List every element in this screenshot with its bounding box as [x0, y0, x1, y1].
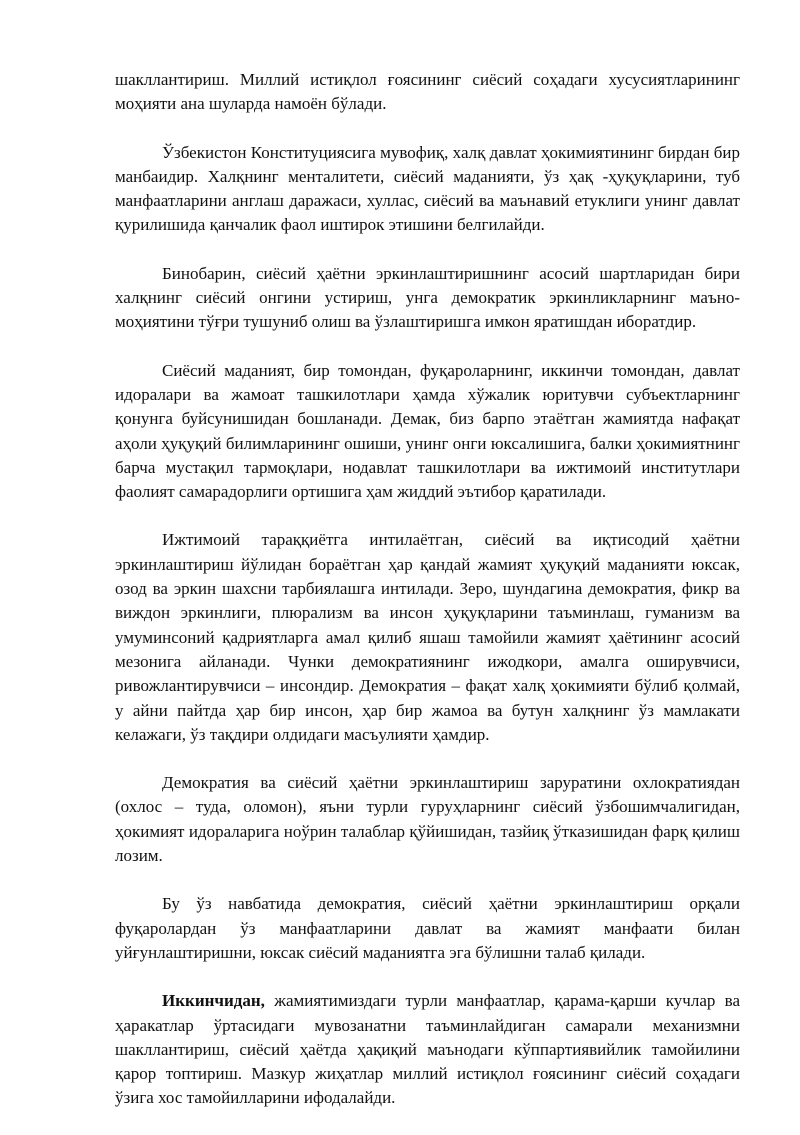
- paragraph-6: Демократия ва сиёсий ҳаётни эркинлаштириш заруратини охлократиядан (охлос – туда, оломон), яъни турли гуруҳларнинг сиёсий ўзбошимчалигидан, ҳокимият идораларига ноўрин талаблар қўйишидан, тазйиқ ўтказишидан фарқ қилиш лозим.: [115, 773, 740, 866]
- paragraph-3: Бинобарин, сиёсий ҳаётни эркинлаштиришнинг асосий шартларидан бири халқнинг сиёсий онгини устириш, унга демократик эркинликларнинг маъно-моҳиятини тўғри тушуниб олиш ва ўзлаштиришга имкон яратишдан иборатдир.: [115, 263, 740, 332]
- paragraph-lead-word: Иккинчидан,: [162, 991, 265, 1011]
- paragraph-2: Ўзбекистон Конституциясига мувофиқ, халқ давлат ҳокимиятининг бирдан бир манбаидир. Халқнинг менталитети, сиёсий маданияти, ўз ҳақ -ҳуқуқларини, туб манфаатларини англаш даражаси, хуллас, сиёсий ва маънавий етуклиги унинг давлат қурилишида қанчалик фаол иштирок этишини белгилайди.: [115, 142, 740, 235]
- paragraph-8-text: жамиятимиздаги турли манфаатлар, қарама-қарши кучлар ва ҳаракатлар ўртасидаги мувозанатни таъминлайдиган самарали механизмни шакллантириш, сиёсий ҳаётда ҳақиқий маънодаги кўппартиявийлик тамойилини қарор топтириш. Мазкур жиҳатлар миллий истиқлол ғоясининг сиёсий соҳадаги ўзига хос тамойилларини ифодалайди.: [115, 991, 740, 1108]
- paragraph-5: Ижтимоий тараққиётга интилаётган, сиёсий ва иқтисодий ҳаётни эркинлаштириш йўлидан бораётган ҳар қандай жамият ҳуқуқий маданияти юксак, озод ва эркин шахсни тарбиялашга интилади. Зеро, шундагина демократия, фикр ва виждон эркинлиги, плюрализм ва инсон ҳуқуқларини таъминлаш, гуманизм ва умуминсоний қадриятларга амал қилиб яшаш тамойили жамият ҳаётининг асосий мезонига айланади. Чунки демократиянинг ижодкори, амалга оширувчиси, ривожлантирувчиси – инсондир. Демократия – фақат халқ ҳокимияти бўлиб қолмай, у айни пайтда ҳар бир инсон, ҳар бир жамоа ва бутун халқнинг ўз мамлакати келажаги, ўз тақдири олдидаги масъулияти ҳамдир.: [115, 530, 740, 744]
- paragraph-4: Сиёсий маданият, бир томондан, фуқароларнинг, иккинчи томондан, давлат идоралари ва жамоат ташкилотлари ҳамда хўжалик юритувчи субъектларнинг қонунга буйсунишидан бошланади. Демак, биз барпо этаётган жамиятда нафақат аҳоли ҳуқуқий билимларининг ошиши, унинг онги юксалишига, балки ҳокимиятнинг барча мустақил тармоқлари, нодавлат ташкилотлари ва ижтимоий институтлари фаолият самарадорлиги ортишига ҳам жиддий эътибор қаратилади.: [115, 360, 740, 502]
- paragraph-7: Бу ўз навбатида демократия, сиёсий ҳаётни эркинлаштириш орқали фуқаролардан ўз манфаатларини давлат ва жамият манфаати билан уйғунлаштиришни, юксак сиёсий маданиятга эга бўлишни талаб қилади.: [115, 894, 740, 962]
- paragraph-8: [115, 989, 740, 1110]
- paragraph-1: шакллантириш. Миллий истиқлол ғоясининг сиёсий соҳадаги хусусиятларининг моҳияти ана шуларда намоён бўлади.: [115, 70, 740, 114]
- document-page: [115, 68, 740, 1135]
